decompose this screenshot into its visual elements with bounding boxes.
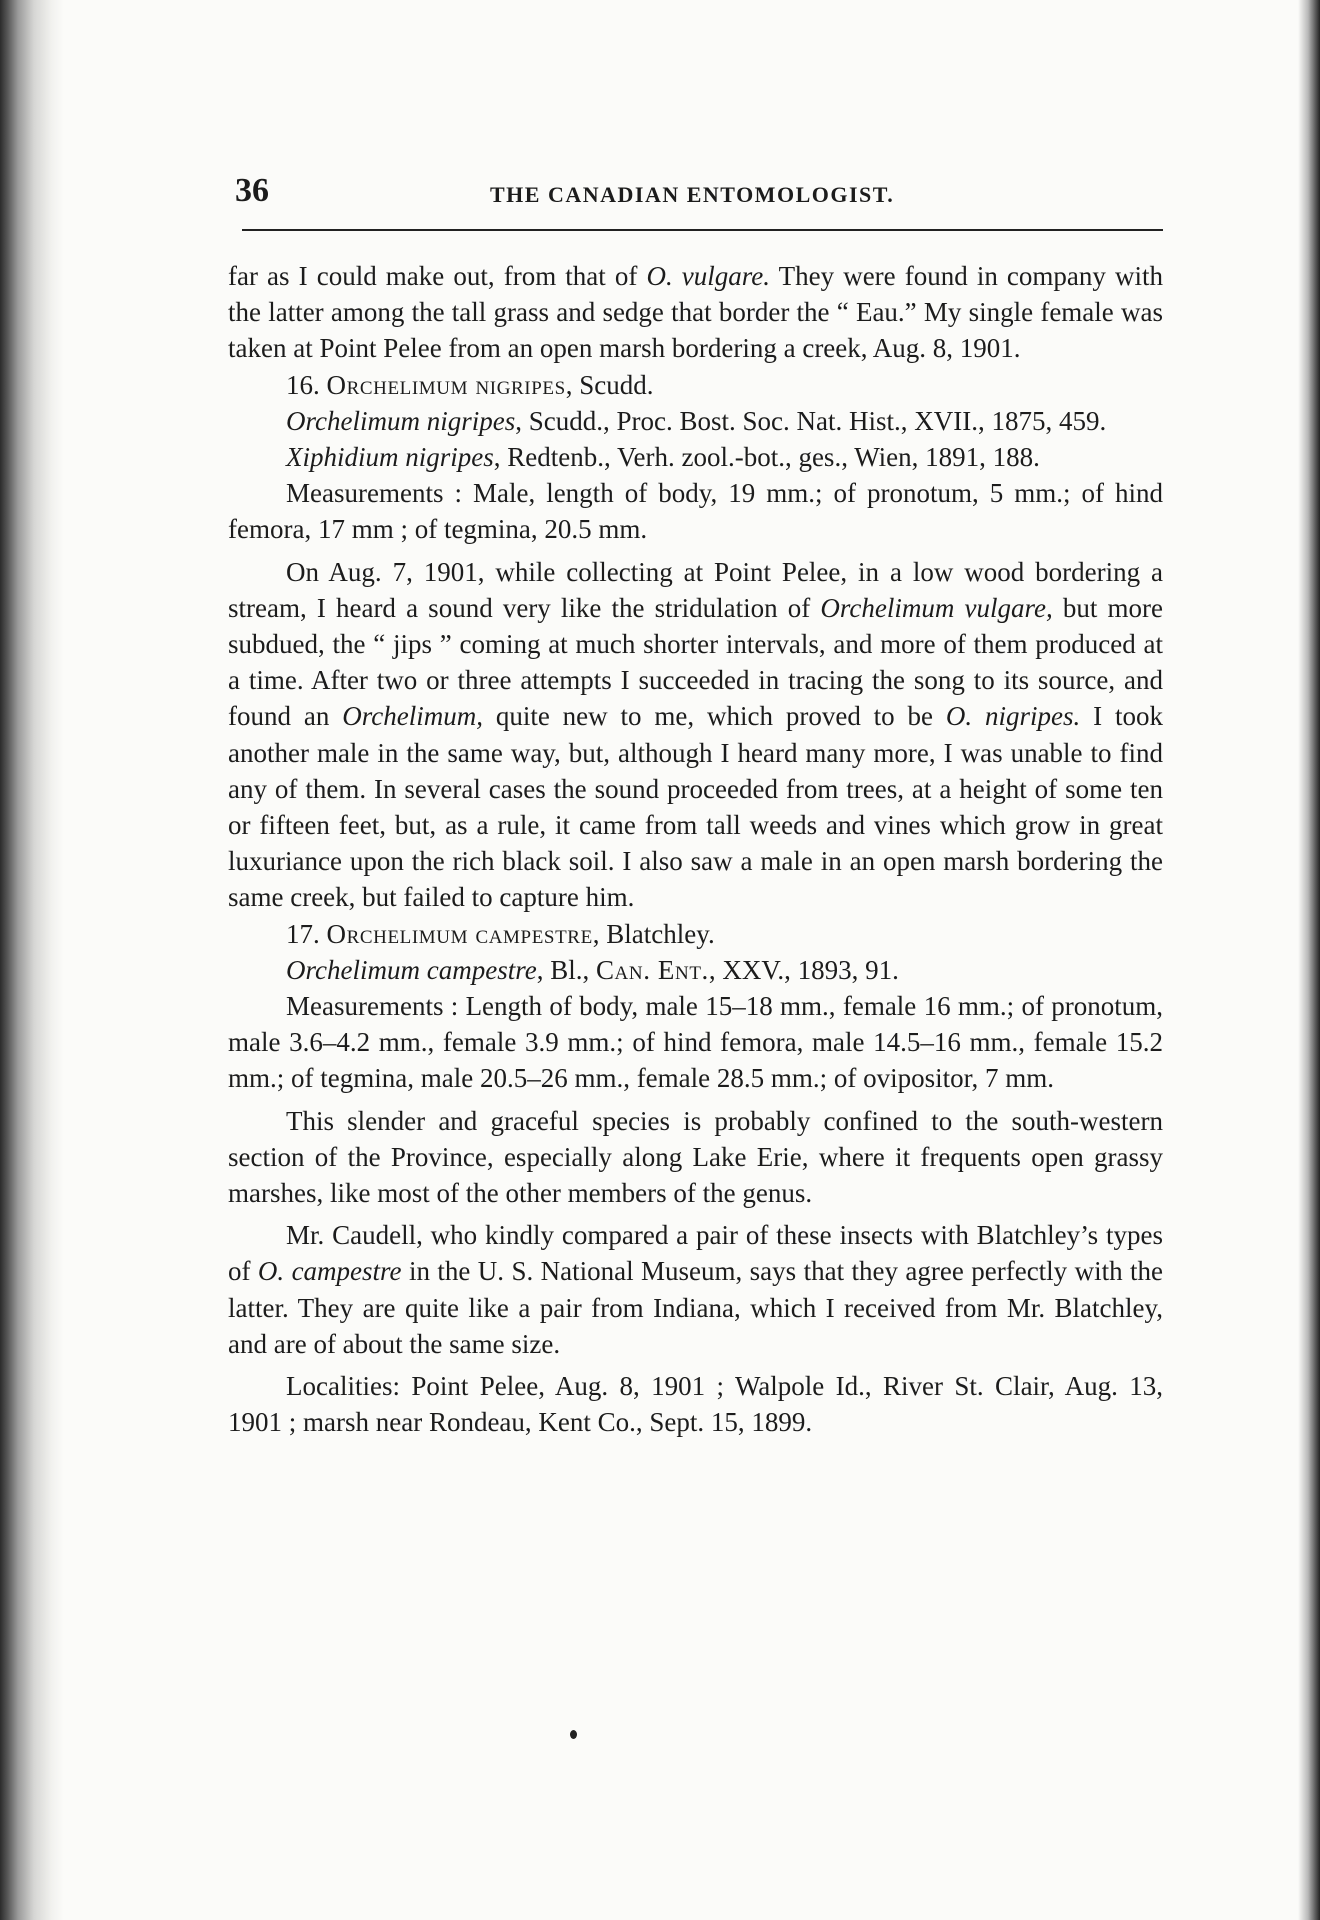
species-name: Orchelimum vulgare,: [820, 592, 1053, 623]
citation: , XXV., 1893, 91.: [708, 954, 899, 985]
text-run: quite new to me, which proved to be: [482, 701, 946, 732]
body-text: [228, 258, 1163, 1441]
paragraph-observation: [228, 554, 1163, 916]
species-title: Orchelimum campestre: [326, 918, 593, 949]
citation: , Bl.,: [536, 954, 596, 985]
species-author: , Blatchley.: [592, 918, 715, 949]
synonymy-reference: [228, 952, 1163, 988]
species-name: O. nigripes.: [945, 701, 1081, 732]
text-run: Mr. Caudell, who kindly compared a pair of these insects with Blatchley’s types of: [228, 1220, 1163, 1287]
page-number: 36: [235, 172, 269, 209]
paragraph-continuation: [228, 258, 1163, 367]
running-title: THE CANADIAN ENTOMOLOGIST.: [490, 182, 895, 207]
synonymy-reference: [228, 403, 1163, 439]
paragraph-distribution: This slender and graceful species is probably confined to the south-western section of the Province, especially along Lake Erie, where it frequents open grassy marshes, like most of the other members of the genus.: [228, 1105, 1163, 1209]
species-heading-17: [228, 916, 1163, 952]
synonymy-reference: [228, 439, 1163, 475]
text-run: far as I could make out, from that of: [228, 261, 647, 291]
text-run: They were found in company with the latter among the tall grass and sedge that border the “ Eau.” My single female was taken at Point Pelee from an open marsh bordering a creek, Aug. 8, 1901.: [228, 261, 1163, 364]
paragraph-comparison: [228, 1217, 1163, 1362]
species-name: Orchelimum campestre: [286, 954, 537, 985]
journal-abbrev: Can. Ent.: [595, 954, 709, 985]
text-run: in the U. S. National Museum, says that they agree perfectly with the latter. They are quite like a pair from Indiana, which I received from Mr. Blatchley, and are of about the same size.: [228, 1256, 1163, 1359]
citation: , Scudd., Proc. Bost. Soc. Nat. Hist., XVII., 1875, 459.: [515, 405, 1107, 436]
text-run: On Aug. 7, 1901, while collecting at Point Pelee, in a low wood bordering a stream, I heard a sound very like the stridulation of: [228, 556, 1163, 623]
species-name: O. vulgare.: [646, 261, 771, 291]
paragraph-localities: Localities: Point Pelee, Aug. 8, 1901 ; Walpole Id., River St. Clair, Aug. 13, 1901 ; marsh near Rondeau, Kent Co., Sept. 15, 1899.: [228, 1371, 1163, 1438]
species-heading-16: [228, 367, 1163, 403]
species-author: , Scudd.: [565, 369, 654, 400]
species-name: Orchelimum nigripes: [286, 405, 516, 436]
species-name: Orchelimum,: [342, 701, 483, 732]
citation: , Redtenb., Verh. zool.-bot., ges., Wien, 1891, 188.: [493, 442, 1040, 473]
species-number: 17.: [286, 918, 327, 949]
species-name: Xiphidium nigripes: [286, 442, 494, 473]
header-rule: [242, 229, 1163, 231]
page-header: [235, 172, 1165, 216]
species-title: Orchelimum nigripes: [326, 369, 566, 400]
page-right-edge: [1298, 0, 1320, 1920]
species-number: 16.: [286, 369, 327, 400]
text-run: I took another male in the same way, but, although I heard many more, I was unable to find any of them. In several cases the sound proceeded from trees, at a height of some ten or fifteen feet, but, as a rule, it came from tall weeds and vines which grow in great luxuriance upon the rich black soil. I also saw a male in an open marsh bordering the same creek, but failed to capture him.: [228, 701, 1164, 913]
measurements-16: Measurements : Male, length of body, 19 mm.; of pronotum, 5 mm.; of hind femora, 17 mm ; of tegmina, 20.5 mm.: [228, 478, 1163, 545]
measurements-17: Measurements : Length of body, male 15–18 mm., female 16 mm.; of pronotum, male 3.6–4.2 mm., female 3.9 mm.; of hind femora, male 14.5–16 mm., female 15.2 mm.; of tegmina, male 20.5–26 mm., female 28.5 mm.; of ovipositor, 7 mm.: [228, 991, 1163, 1094]
text-run: but more subdued, the “ jips ” coming at much shorter intervals, and more of them produced at a time. After two or three attempts I succeeded in tracing the song to its source, and found an: [228, 592, 1164, 732]
species-name: O. campestre: [257, 1256, 402, 1287]
page-binding-edge: [0, 0, 64, 1920]
ink-spot: [570, 1730, 577, 1739]
